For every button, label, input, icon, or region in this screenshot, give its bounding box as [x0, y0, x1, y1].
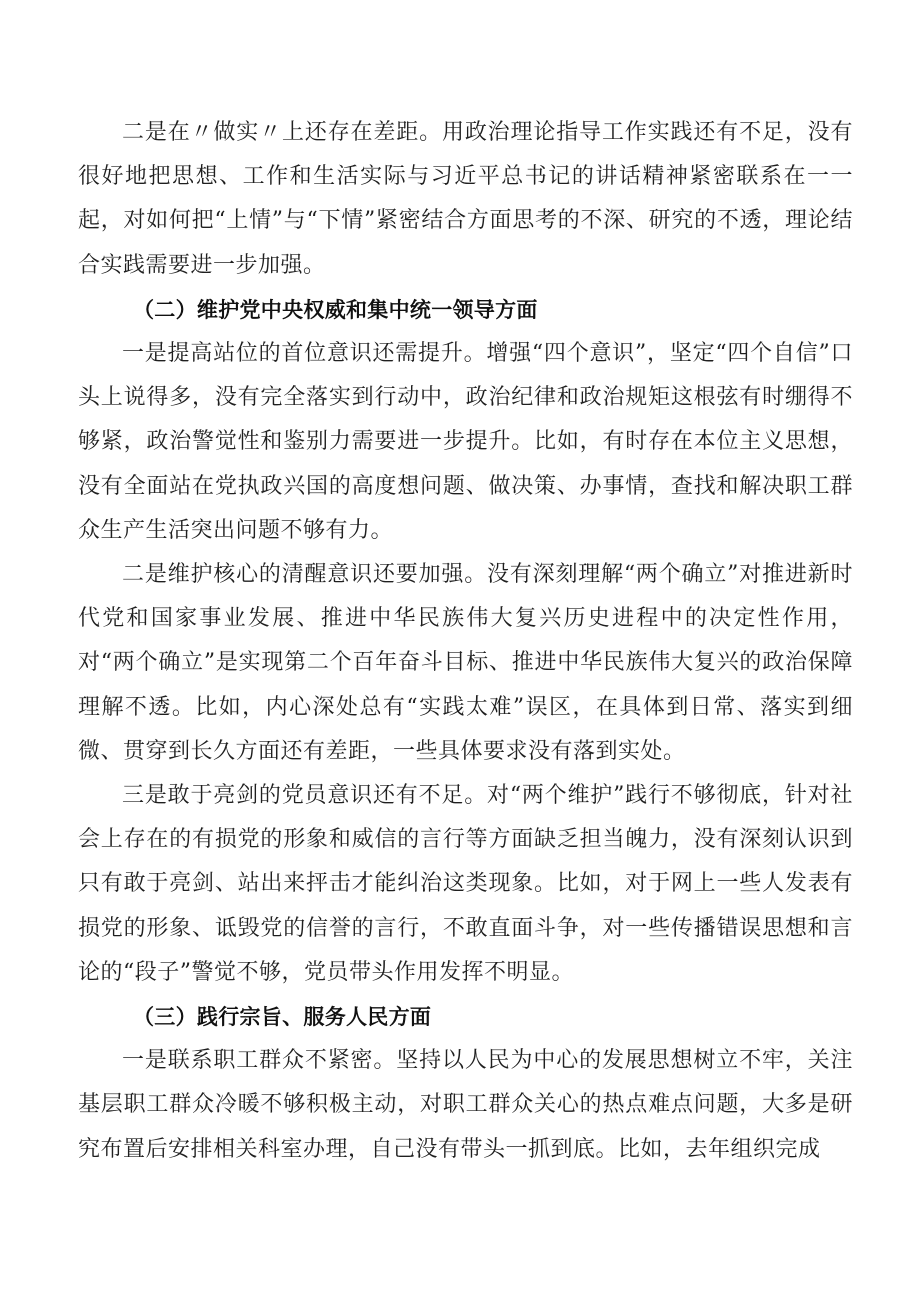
- section-heading-3: （三）践行宗旨、服务人民方面: [133, 1005, 432, 1030]
- section-heading-2: （二）维护党中央权威和集中统一领导方面: [133, 297, 538, 322]
- document-body: [78, 111, 853, 1172]
- paragraph-core-awareness: 二是维护核心的清醒意识还要加强。没有深刻理解“两个确立”对推进新时代党和国家事业发展、推进中华民族伟大复兴历史进程中的决定性作用，对“两个确立”是实现第二个百年奋斗目标、推进中华民族伟大复兴的政治保障理解不透。比如，内心深处总有“实践太难”误区，在具体到日常、落实到细微、贯穿到长久方面还有差距，一些具体要求没有落到实处。: [78, 562, 853, 764]
- paragraph-party-member-awareness: 三是敢于亮剑的党员意识还有不足。对“两个维护”践行不够彻底，针对社会上存在的有损党的形象和威信的言行等方面缺乏担当魄力，没有深刻认识到只有敢于亮剑、站出来抨击才能纠治这类现象。比如，对于网上一些人发表有损党的形象、诋毁党的信誉的言行，不敢直面斗争，对一些传播错误思想和言论的“段子”警觉不够，党员带头作用发挥不明显。: [78, 783, 853, 985]
- paragraph-contact-with-workers: 一是联系职工群众不紧密。坚持以人民为中心的发展思想树立不牢，关注基层职工群众冷暖不够积极主动，对职工群众关心的热点难点问题，大多是研究布置后安排相关科室办理，自己没有带头一抓到底。比如，去年组织完成: [78, 1048, 853, 1162]
- paragraph-political-standing: 一是提高站位的首位意识还需提升。增强“四个意识”，坚定“四个自信”口头上说得多，没有完全落实到行动中，政治纪律和政治规矩这根弦有时绷得不够紧，政治警觉性和鉴别力需要进一步提升。比如，有时存在本位主义思想，没有全面站在党执政兴国的高度想问题、做决策、办事情，查找和解决职工群众生产生活突出问题不够有力。: [78, 341, 853, 543]
- paragraph-gap-in-practice: 二是在〃做实〃上还存在差距。用政治理论指导工作实践还有不足，没有很好地把思想、工作和生活实际与习近平总书记的讲话精神紧密联系在一一起，对如何把“上情”与“下情”紧密结合方面思考的不深、研究的不透，理论结合实践需要进一步加强。: [78, 120, 853, 278]
